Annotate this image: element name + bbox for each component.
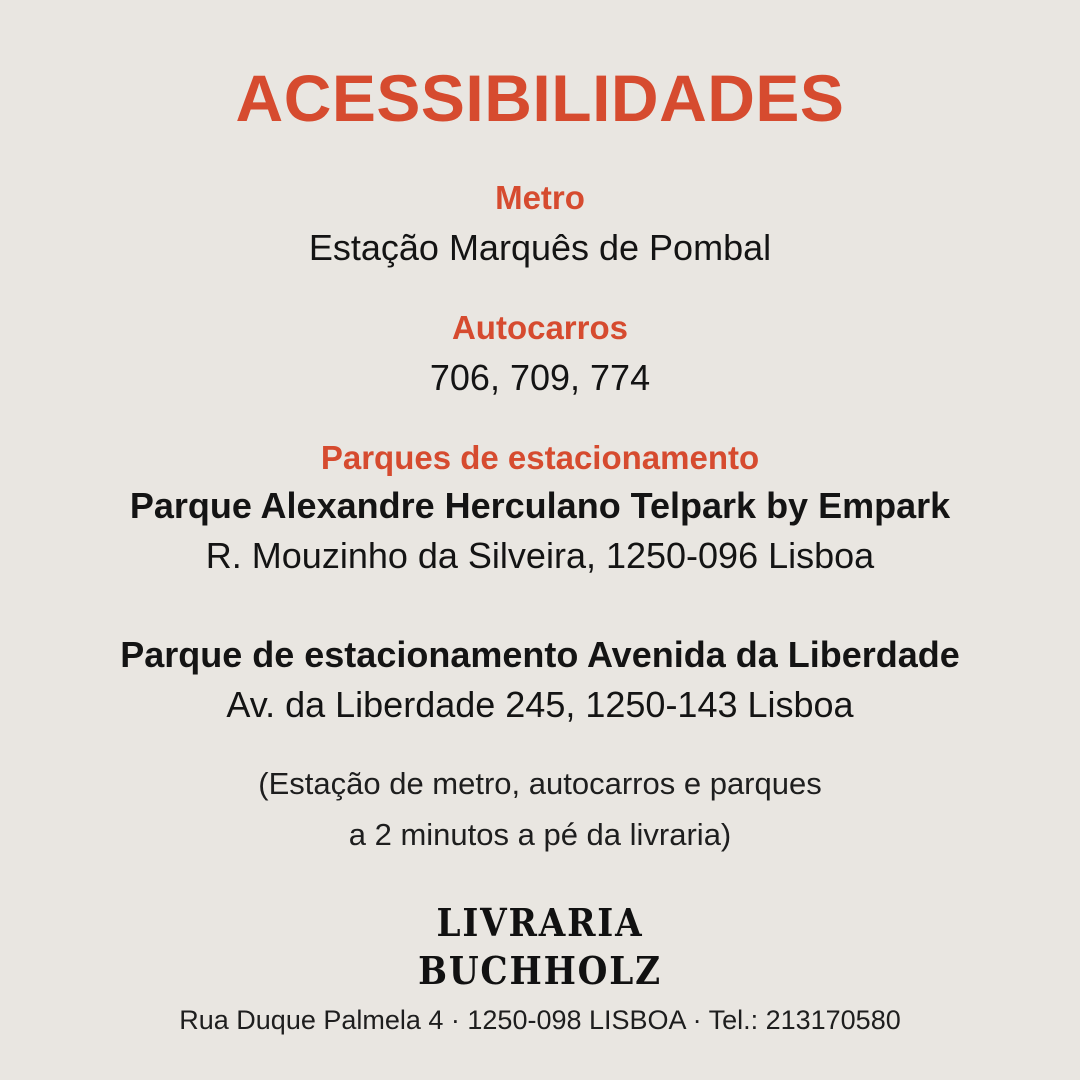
bookstore-logo-line-2: BUCHHOLZ	[418, 948, 662, 993]
parking-lot-2-name: Parque de estacionamento Avenida da Liberdade	[120, 634, 960, 675]
parking-heading: Parques de estacionamento	[320, 439, 760, 476]
metro-station: Estação Marquês de Pombal	[308, 227, 772, 268]
parking-lot-1-address: R. Mouzinho da Silveira, 1250-096 Lisboa	[205, 535, 875, 576]
parking-lot-2-address: Av. da Liberdade 245, 1250-143 Lisboa	[226, 684, 854, 725]
bus-heading: Autocarros	[451, 309, 629, 346]
bookstore-logo-line-1: LIVRARIA	[436, 900, 644, 945]
bus-routes: 706, 709, 774	[429, 357, 651, 398]
parking-lot-1-name: Parque Alexandre Herculano Telpark by Empark	[129, 485, 951, 526]
walking-note-line-2: a 2 minutos a pé da livraria)	[348, 817, 732, 852]
footer-address: Rua Duque Palmela 4 · 1250-098 LISBOA · Tel.: 213170580	[179, 1005, 901, 1035]
metro-heading: Metro	[495, 179, 585, 216]
page-title: ACESSIBILIDADES	[235, 61, 845, 135]
walking-note-line-1: (Estação de metro, autocarros e parques	[258, 766, 822, 801]
